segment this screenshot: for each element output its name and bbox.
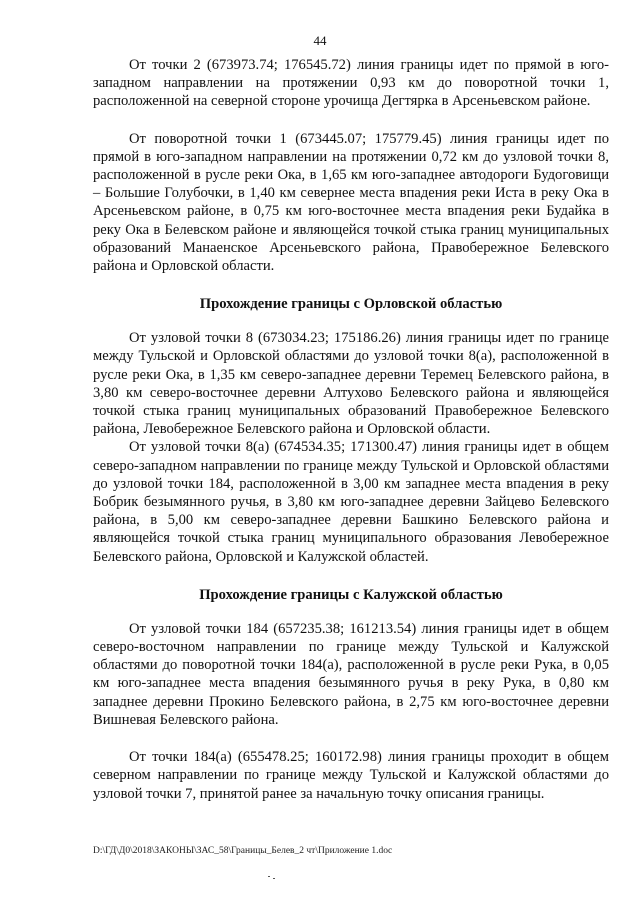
document-body: [93, 56, 609, 803]
paragraph-point-2: От точки 2 (673973.74; 176545.72) линия границы идет по прямой в юго-западном направлении на протяжении 0,93 км до поворотной точки 1, расположенной на северной стороне урочища Дегтярка в Арсеньевском районе.: [93, 57, 609, 110]
heading-orel-border: Прохождение границы с Орловской областью: [199, 296, 503, 313]
paragraph-node-8: От узловой точки 8 (673034.23; 175186.26) линия границы идет по границе между Тульской и Орловской областями до узловой точки 8(а), расположенной в русле реки Ока, в 1,35 км северо-западнее деревни Теремец Белевского района, в 3,80 км северо-восточнее деревни Алтухово Белевского района и являющейся точкой стыка границ муниципальных образований Правобережное Белевского района, Левобережное Белевского района и Орловской области.: [93, 330, 609, 438]
footer-file-path: D:\ГД\Д0\2018\ЗАКОНЫ\ЗАС_58\Границы_Белев_2 чт\Приложение 1.doc: [93, 846, 393, 856]
paragraph-node-8a: От узловой точки 8(а) (674534.35; 171300.47) линия границы идет в общем северо-западном направлении по границе между Тульской и Орловской областями до узловой точки 184, расположенной в 3,00 км западнее места впадения в реку Бобрик безымянного ручья, в 3,80 км юго-западнее деревни Зайцево Белевского района, в 5,00 км северо-западнее деревни Башкино Белевского района и являющейся точкой стыка границ муниципального образования Левобережное Белевского района, Орловской и Калужской областей.: [93, 439, 609, 565]
paragraph-point-184a: От точки 184(а) (655478.25; 160172.98) линия границы проходит в общем северном направлении по границе между Тульской и Калужской областями до узловой точки 7, принятой ранее за начальную точку описания границы.: [93, 749, 609, 802]
paragraph-point-1: От поворотной точки 1 (673445.07; 175779.45) линия границы идет по прямой в юго-западном направлении на протяжении 0,72 км до узловой точки 8, расположенной в русле реки Ока, в 1,65 км юго-западнее автодороги Будоговищи – Большие Голубочки, в 1,40 км севернее места впадения реки Иста в реку Ока в Арсеньевском районе, в 0,75 км юго-восточнее места впадения реки Будайка в реку Ока в Белевском районе и являющейся точкой стыка границ муниципальных образований Манаенское Арсеньевского района, Правобережное Белевского района и Орловской области.: [93, 130, 609, 275]
heading-kaluga-border: Прохождение границы с Калужской областью: [199, 586, 503, 603]
scan-speck: [268, 876, 270, 877]
page-number: 44: [313, 33, 327, 48]
paragraph-node-184: От узловой точки 184 (657235.38; 161213.54) линия границы идет в общем северо-восточном направлении по границе между Тульской и Калужской областями до поворотной точки 184(а), расположенной в русле реки Рука, в 0,05 км юго-западнее места впадения безымянного ручья в реку Рука, в 0,80 км западнее деревни Прокино Белевского района, в 2,75 км юго-восточнее деревни Вишневая Белевского района.: [93, 620, 609, 728]
scan-speck: [273, 878, 275, 879]
